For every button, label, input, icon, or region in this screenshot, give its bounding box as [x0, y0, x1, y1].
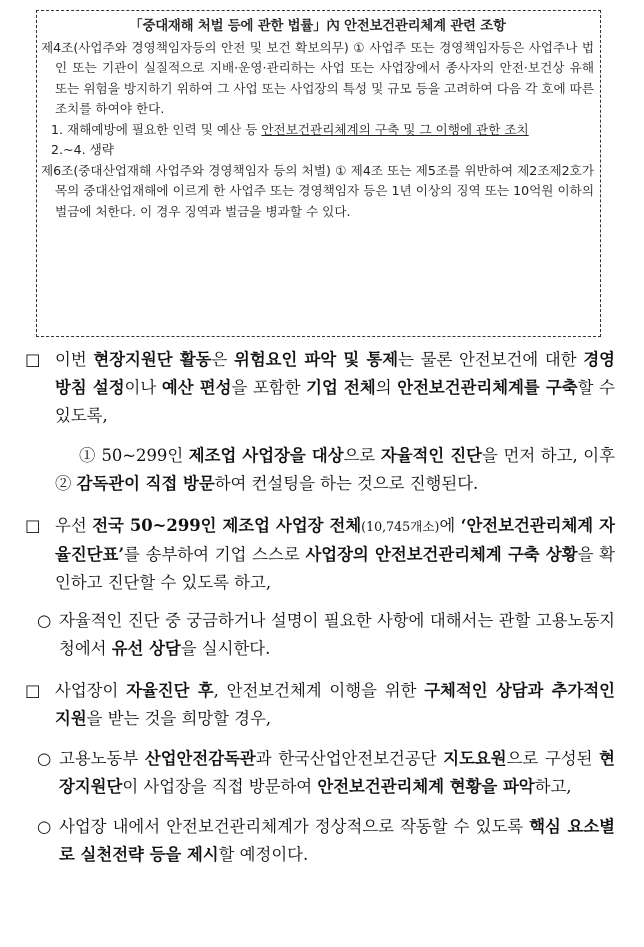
law-box-title: 「중대재해 처벌 등에 관한 법률」內 안전보건관리체계 관련 조항 — [129, 19, 506, 34]
law-excerpt-box — [36, 10, 601, 337]
main-body — [25, 346, 615, 869]
paragraph-1: □ 이번 현장지원단 활동은 위험요인 파악 및 통제는 물론 안전보건에 대한 경영방침 설정이나 예산 편성을 포함한 기업 전체의 안전보건관리체계를 구축할 수 있도록, — [25, 346, 615, 430]
paragraph-3: □ 우선 전국 50~299인 제조업 사업장 전체(10,745개소)에 ‘안전보건관리체계 자율진단표’를 송부하여 기업 스스로 사업장의 안전보건관리체계 구축 상황을 확인하고 진단할 수 있도록 하고, — [25, 512, 615, 597]
square-bullet: □ — [25, 681, 41, 700]
article-4-text: 제4조(사업주와 경영책임자등의 안전 및 보건 확보의무) ① 사업주 또는 경영책임자등은 사업주나 법인 또는 기관이 실질적으로 지배·운영·관리하는 사업 또는 사업장에서 종사자의 안전·보건상 유해 또는 위험을 방지하기 위하여 그 사업 또는 사업장의 특성 및 규모 등을 고려하여 다음 각 호에 따른 조치를 하여야 한다. — [41, 39, 594, 116]
paragraph-4: ○ 자율적인 진단 중 궁금하거나 설명이 필요한 사항에 대해서는 관할 고용노동지청에서 유선 상담을 실시한다. — [25, 607, 615, 663]
square-bullet: □ — [25, 516, 41, 535]
paragraph-5: □ 사업장이 자율진단 후, 안전보건체계 이행을 위한 구체적인 상담과 추가적인 지원을 받는 것을 희망할 경우, — [25, 677, 615, 733]
paragraph-7: ○ 사업장 내에서 안전보건관리체계가 정상적으로 작동할 수 있도록 핵심 요소별로 실천전략 등을 제시할 예정이다. — [25, 813, 615, 869]
item-number: 1. — [51, 121, 64, 137]
circle-bullet: ○ — [37, 817, 52, 836]
square-bullet: □ — [25, 350, 41, 369]
article-4-items-2-4: 2.~4. 생략 — [51, 142, 114, 157]
paragraph-6: ○ 고용노동부 산업안전감독관과 한국산업안전보건공단 지도요원으로 구성된 현장지원단이 사업장을 직접 방문하여 안전보건관리체계 현황을 파악하고, — [25, 745, 615, 801]
item-1-underlined-text: 안전보건관리체계의 구축 및 그 이행에 관한 조치 — [261, 121, 529, 137]
article-6-text: 제6조(중대산업재해 사업주와 경영책임자 등의 처벌) ① 제4조 또는 제5조를 위반하여 제2조제2호가목의 중대산업재해에 이르게 한 사업주 또는 경영책임자 등은 1년 이상의 징역 또는 10억원 이하의 벌금에 처한다. 이 경우 징역과 벌금을 병과할 수 있다. — [41, 162, 594, 219]
circle-bullet: ○ — [37, 611, 52, 630]
item-1-text: 재해예방에 필요한 인력 및 예산 등 — [67, 121, 262, 137]
circle-bullet: ○ — [37, 749, 52, 768]
paragraph-2: ① 50~299인 제조업 사업장을 대상으로 자율적인 진단을 먼저 하고, 이후 ② 감독관이 직접 방문하여 컨설팅을 하는 것으로 진행된다. — [55, 446, 615, 493]
article-4-item-1 — [41, 120, 594, 141]
